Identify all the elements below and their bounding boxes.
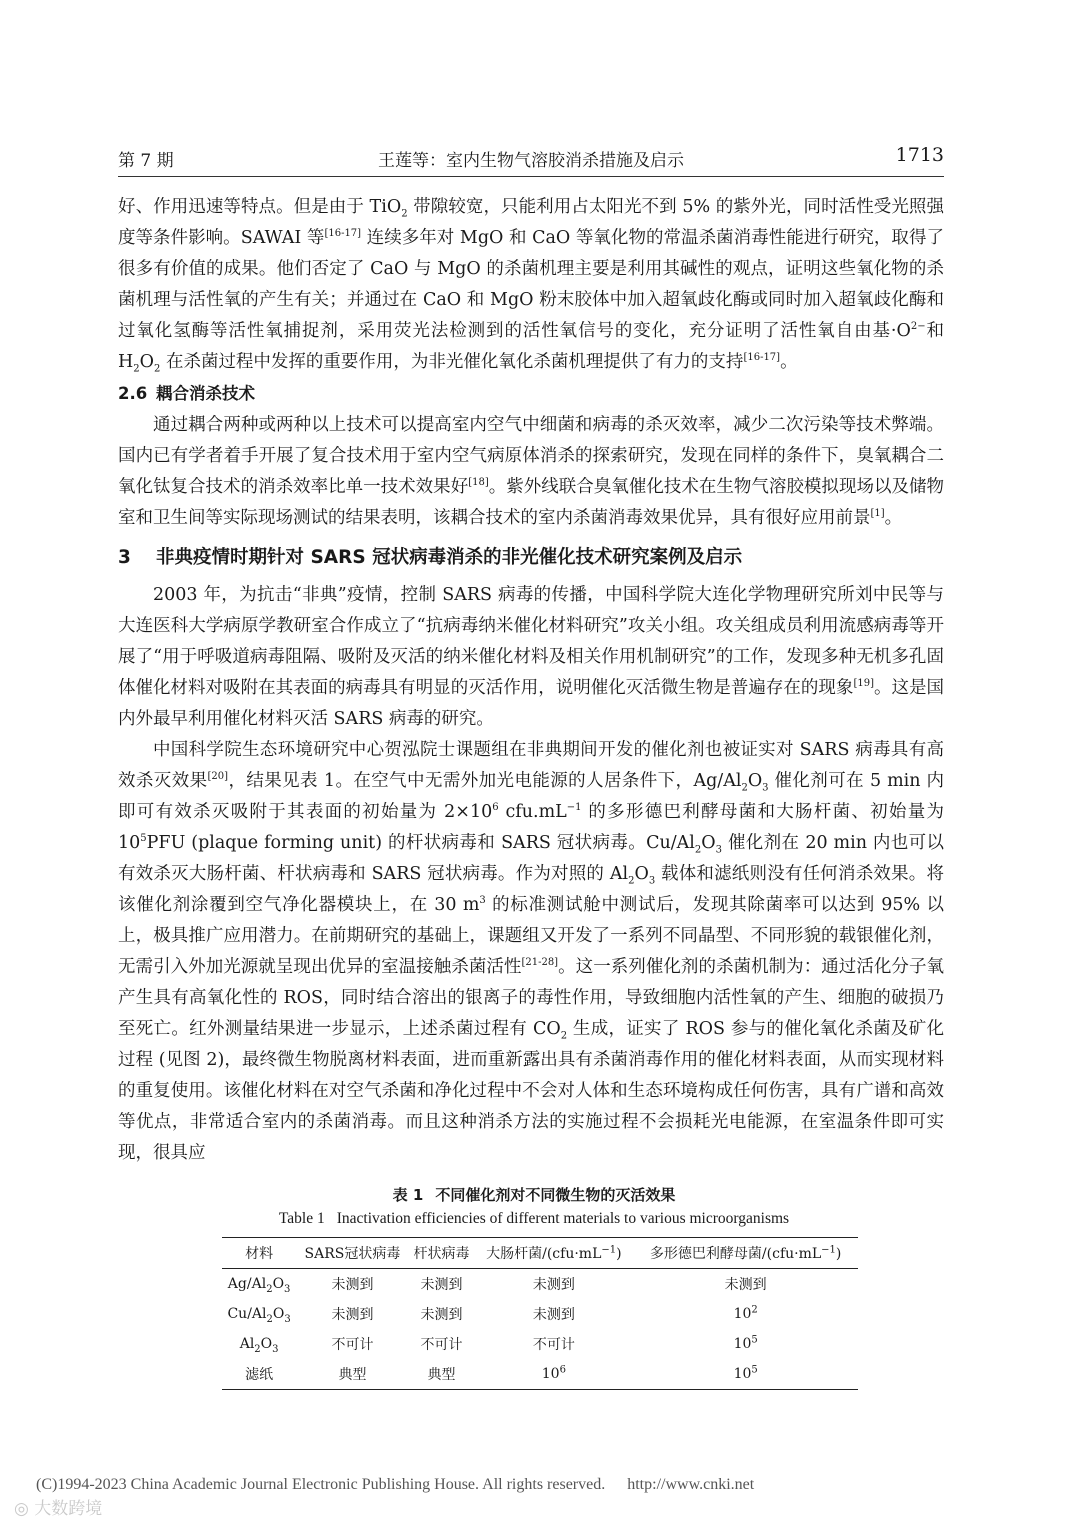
- citation[interactable]: [16-17]: [324, 228, 362, 240]
- cell-value: 未测到: [420, 1307, 463, 1323]
- citation[interactable]: [18]: [468, 477, 489, 489]
- cell-value: 未测到: [331, 1307, 374, 1323]
- cell-value: 未测到: [532, 1277, 575, 1293]
- cell-value: $10^5$: [733, 1364, 758, 1382]
- citation[interactable]: [16-17]: [743, 352, 781, 364]
- col-material: 材料: [222, 1238, 296, 1269]
- table-caption-cn: 表 1 不同催化剂对不同微生物的灭活效果: [392, 1186, 676, 1204]
- article-body: [118, 192, 944, 1169]
- table-row: [222, 1269, 858, 1300]
- cell-material: $Al_2O_3$: [239, 1336, 279, 1355]
- citation[interactable]: [20]: [207, 771, 229, 783]
- results-table: [222, 1237, 858, 1390]
- col-yeast: 多形德巴利酵母菌$/(cfu\cdot mL^{-1})$: [633, 1238, 858, 1269]
- cell-value: 未测到: [331, 1277, 374, 1293]
- running-title: 王莲等：室内生物气溶胶消杀措施及启示: [378, 151, 684, 171]
- section-heading-2-6: 2.6 耦合消杀技术: [118, 384, 255, 403]
- cell-value: 典型: [427, 1367, 456, 1383]
- paragraph-catalyst: 中国科学院生态环境研究中心贺泓院士课题组在非典期间开发的催化剂也被证实对 SARS 病毒具有高效杀灭效果[20]，结果见表 1。在空气中无需外加光电能源的人居条件下，$Ag/Al_2O_3$ 催化剂可在 5 min 内即可有效杀灭吸附于其表面的初始量为 $2\times 10^6$ $cfu.mL^{-1}$ 的多形德巴利酵母菌和大肠杆菌、初始量为 $10^5PFU$ (plaque forming unit) 的杆状病毒和 SARS 冠状病毒。$Cu/Al_2O_3$ 催化剂在 20 min 内也可以有效杀灭大肠杆菌、杆状病毒和 SARS 冠状病毒。作为对照的 $Al_2O_3$ 载体和滤纸则没有任何消杀效果。将该催化剂涂覆到空气净化器模块上，在 30 $m^3$ 的标准测试舱中测试后，发现其除菌率可以达到 95% 以上，极具推广应用潜力。在前期研究的基础上，课题组又开发了一系列不同晶型、不同形貌的载银催化剂，无需引入外加光源就呈现出优异的室温接触杀菌活性[21-28]。这一系列催化剂的杀菌机制为：通过活化分子氧产生具有高氧化性的 ROS，同时结合溶出的银离子的毒性作用，导致细胞内活性氧的产生、细胞的破损乃至死亡。红外测量结果进一步显示，上述杀菌过程有 $CO_2$ 生成，证实了 ROS 参与的催化氧化杀菌及矿化过程 (见图 2)，最终微生物脱离材料表面，进而重新露出具有杀菌消毒作用的催化材料表面，从而实现材料的重复使用。该催化材料在对空气杀菌和净化过程中不会对人体和生态环境构成任何伤害，具有广谱和高效等优点，非常适合室内的杀菌消毒。而且这种消杀方法的实施过程不会损耗光电能源，在室温条件即可实现，很具应: [118, 740, 945, 1163]
- col-bacillus: 杆状病毒: [409, 1238, 475, 1269]
- paragraph-sars-2003: 2003 年，为抗击“非典”疫情，控制 SARS 病毒的传播，中国科学院大连化学物理研究所刘中民等与大连医科大学病原学教研室合作成立了“抗病毒纳米催化材料研究”攻关小组。攻关组成员利用流感病毒等开展了“用于呼吸道病毒阻隔、吸附及灭活的纳米催化材料及相关作用机制研究”的工作，发现多种无机多孔固体催化材料对吸附在其表面的病毒具有明显的灭活作用，说明催化灭活微生物是普遍存在的现象[19]。这是国内外最早利用催化材料灭活 SARS 病毒的研究。: [118, 585, 945, 729]
- running-header: [118, 146, 944, 176]
- table-row: [222, 1299, 858, 1329]
- cell-value: 不可计: [532, 1337, 575, 1353]
- table-header-row: [222, 1238, 858, 1269]
- table-caption-en: Table 1 Inactivation efficiencies of different materials to various microorganisms: [278, 1210, 790, 1227]
- cell-value: $10^5$: [733, 1334, 758, 1352]
- cell-material: $Cu/Al_2O_3$: [227, 1306, 291, 1325]
- watermark-icon: ◎: [14, 1499, 35, 1519]
- cell-value: 未测到: [724, 1277, 767, 1293]
- copyright-footer: [36, 1476, 754, 1494]
- citation[interactable]: [19]: [853, 678, 874, 690]
- cell-value: 典型: [338, 1367, 367, 1383]
- cell-value: 未测到: [532, 1307, 575, 1323]
- page-number: 1713: [895, 144, 944, 166]
- citation[interactable]: [21-28]: [521, 957, 559, 969]
- cell-value: 未测到: [420, 1277, 463, 1293]
- cell-material: 滤纸: [245, 1367, 274, 1383]
- paragraph-coupling: 通过耦合两种或两种以上技术可以提高室内空气中细菌和病毒的杀灭效率，减少二次污染等技术弊端。国内已有学者着手开展了复合技术用于室内空气病原体消杀的探索研究，发现在同样的条件下，臭氧耦合二氧化钛复合技术的消杀效率比单一技术效果好[18]。紫外线联合臭氧催化技术在生物气溶胶模拟现场以及储物室和卫生间等实际现场测试的结果表明，该耦合技术的室内杀菌消毒效果优异，具有很好应用前景[1]。: [118, 415, 944, 528]
- copyright-text: (C)1994-2023 China Academic Journal Electronic Publishing House. All rights reserved.: [36, 1476, 606, 1493]
- table-row: [222, 1329, 858, 1359]
- watermark-logo: ◎ 大数跨境: [14, 1499, 103, 1519]
- cell-value: $10^6$: [541, 1364, 566, 1382]
- cell-value: $10^2$: [733, 1304, 758, 1322]
- citation[interactable]: [1]: [870, 508, 885, 520]
- cell-material: $Ag/Al_2O_3$: [227, 1276, 291, 1295]
- col-sars: SARS冠状病毒: [296, 1238, 408, 1269]
- cell-value: 不可计: [420, 1337, 463, 1353]
- col-ecoli: 大肠杆菌$/(cfu\cdot mL^{-1})$: [474, 1238, 633, 1269]
- paragraph-tio2-mgo: 好、作用迅速等特点。但是由于 TiO$_2$ 带隙较宽，只能利用占太阳光不到 5% 的紫外光，同时活性受光照强度等条件影响。SAWAI 等[16-17] 连续多年对 MgO 和 CaO 等氧化物的常温杀菌消毒性能进行研究，取得了很多有价值的成果。他们否定了 CaO 与 MgO 的杀菌机理主要是利用其碱性的观点，证明这些氧化物的杀菌机理与活性氧的产生有关；并通过在 CaO 和 MgO 粉末胶体中加入超氧歧化酶或同时加入超氧歧化酶和过氧化氢酶等活性氧捕捉剂，采用荧光法检测到的活性氧信号的变化，充分证明了活性氧自由基$\cdot O^{2-}$和 $H_2O_2$ 在杀菌过程中发挥的重要作用，为非光催化氧化杀菌机理提供了有力的支持[16-17]。: [118, 197, 945, 375]
- section-heading-3: 3 非典疫情时期针对 SARS 冠状病毒消杀的非光催化技术研究案例及启示: [118, 547, 743, 568]
- cell-value: 不可计: [331, 1337, 374, 1353]
- table-row: [222, 1359, 858, 1390]
- cnki-link[interactable]: http://www.cnki.net: [627, 1476, 755, 1493]
- issue-number: 第 7 期: [118, 151, 174, 171]
- header-rule: [118, 176, 944, 177]
